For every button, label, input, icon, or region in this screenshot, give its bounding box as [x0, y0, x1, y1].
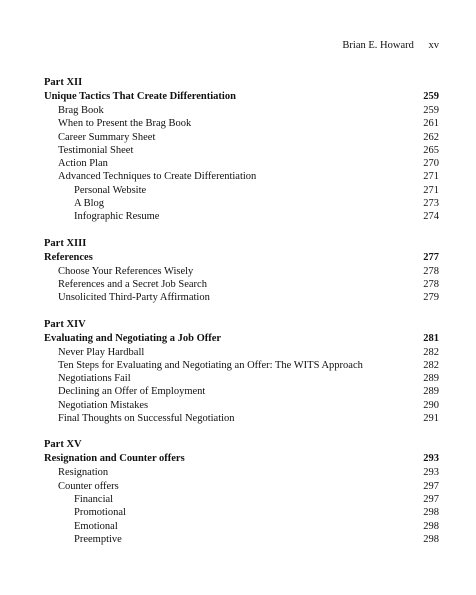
- toc-entry-row[interactable]: [44, 278, 439, 291]
- entry-title: Infographic Resume: [74, 211, 160, 223]
- entry-title: Promotional: [74, 507, 126, 519]
- entry-page-number: 298: [423, 533, 439, 545]
- entry-page-number: 293: [423, 467, 439, 479]
- entry-title: References and a Secret Job Search: [58, 278, 207, 290]
- entry-page-number: 271: [423, 171, 439, 183]
- entry-page-number: 270: [423, 158, 439, 170]
- toc-chapter-row[interactable]: [44, 251, 439, 265]
- toc-chapter-row[interactable]: [44, 452, 439, 466]
- toc-part-section: [44, 438, 439, 546]
- toc-entry-row[interactable]: [44, 466, 439, 479]
- entry-page-number: 298: [423, 520, 439, 532]
- part-label: Part XII: [44, 77, 83, 88]
- entry-page-number: 265: [423, 144, 439, 156]
- entry-page-number: 298: [423, 507, 439, 519]
- part-label: Part XIII: [44, 237, 87, 249]
- chapter-page-number: 259: [423, 91, 439, 102]
- toc-part-section: [44, 237, 439, 305]
- entry-page-number: 282: [423, 359, 439, 371]
- toc-entry-row[interactable]: [44, 399, 439, 412]
- toc-entry-row[interactable]: [44, 104, 439, 117]
- entry-page-number: 262: [423, 131, 439, 143]
- entry-title: Negotiations Fail: [58, 373, 131, 385]
- entry-title: Unsolicited Third-Party Affirmation: [58, 292, 210, 304]
- entry-page-number: 291: [423, 413, 439, 425]
- toc-entry-row[interactable]: [44, 412, 439, 425]
- toc-chapter-row[interactable]: [44, 90, 439, 104]
- toc-entry-row[interactable]: [44, 265, 439, 278]
- toc-entry-row[interactable]: [44, 131, 439, 144]
- chapter-title: Resignation and Counter offers: [44, 453, 185, 465]
- chapter-title: Evaluating and Negotiating a Job Offer: [44, 332, 222, 344]
- entry-page-number: 290: [423, 399, 439, 411]
- toc-subentry-row[interactable]: [44, 197, 439, 210]
- toc-entry-row[interactable]: [44, 291, 439, 304]
- entry-title: A Blog: [74, 198, 105, 210]
- entry-page-number: 282: [423, 346, 439, 358]
- entry-page-number: 273: [423, 198, 439, 210]
- chapter-title: References: [44, 251, 93, 263]
- entry-title: When to Present the Brag Book: [58, 118, 192, 130]
- entry-page-number: 297: [423, 480, 439, 492]
- entry-title: Preemptive: [74, 533, 122, 545]
- entry-title: Personal Website: [74, 184, 147, 196]
- entry-title: Advanced Techniques to Create Differentiation: [58, 171, 257, 183]
- entry-title: Emotional: [74, 520, 118, 532]
- toc-entry-row[interactable]: [44, 157, 439, 170]
- entry-title: Counter offers: [58, 480, 119, 492]
- toc-subentry-row[interactable]: [44, 506, 439, 519]
- entry-page-number: 289: [423, 373, 439, 385]
- entry-page-number: 279: [423, 292, 439, 304]
- toc-subentry-row[interactable]: [44, 533, 439, 546]
- entry-title: Final Thoughts on Successful Negotiation: [58, 413, 235, 425]
- toc-entry-row[interactable]: [44, 346, 439, 359]
- entry-page-number: 278: [423, 265, 439, 277]
- entry-title: Negotiation Mistakes: [58, 399, 149, 411]
- toc-entry-row[interactable]: [44, 372, 439, 385]
- entry-page-number: 259: [423, 105, 439, 116]
- chapter-page-number: 281: [423, 332, 439, 344]
- page-number: xv: [428, 40, 439, 51]
- chapter-page-number: 277: [423, 251, 439, 263]
- entry-title: Choose Your References Wisely: [58, 265, 194, 277]
- toc-entry-row[interactable]: [44, 359, 439, 372]
- toc-subentry-row[interactable]: [44, 493, 439, 506]
- toc-entry-row[interactable]: [44, 385, 439, 398]
- author-name: Brian E. Howard: [342, 40, 414, 51]
- entry-title: Financial: [74, 493, 114, 505]
- part-label: Part XV: [44, 439, 82, 451]
- running-head: [342, 40, 439, 51]
- entry-title: Never Play Hardball: [58, 346, 145, 358]
- toc-subentry-row[interactable]: [44, 520, 439, 533]
- toc-entry-row[interactable]: [44, 144, 439, 157]
- entry-title: Brag Book: [58, 105, 104, 116]
- entry-page-number: 274: [423, 211, 439, 223]
- entry-title: Action Plan: [58, 158, 108, 170]
- toc-entry-row[interactable]: [44, 117, 439, 130]
- entry-title: Declining an Offer of Employment: [58, 386, 206, 398]
- toc-chapter-row[interactable]: [44, 332, 439, 346]
- toc-subentry-row[interactable]: [44, 184, 439, 197]
- entry-page-number: 278: [423, 278, 439, 290]
- toc-entry-row[interactable]: [44, 480, 439, 493]
- entry-page-number: 271: [423, 184, 439, 196]
- entry-page-number: 289: [423, 386, 439, 398]
- entry-title: Testimonial Sheet: [58, 144, 134, 156]
- chapter-page-number: 293: [423, 453, 439, 465]
- entry-page-number: 261: [423, 118, 439, 130]
- toc-entry-row[interactable]: [44, 170, 439, 183]
- entry-title: Ten Steps for Evaluating and Negotiating an Offer: The WITS Approach: [58, 359, 363, 371]
- chapter-title: Unique Tactics That Create Differentiation: [44, 91, 236, 102]
- entry-page-number: 297: [423, 493, 439, 505]
- toc-part-section: [44, 318, 439, 426]
- entry-title: Resignation: [58, 467, 109, 479]
- entry-title: Career Summary Sheet: [58, 131, 156, 143]
- toc-part-section: [44, 76, 439, 224]
- toc-subentry-row[interactable]: [44, 210, 439, 223]
- table-of-contents: [44, 76, 439, 559]
- part-label: Part XIV: [44, 318, 86, 330]
